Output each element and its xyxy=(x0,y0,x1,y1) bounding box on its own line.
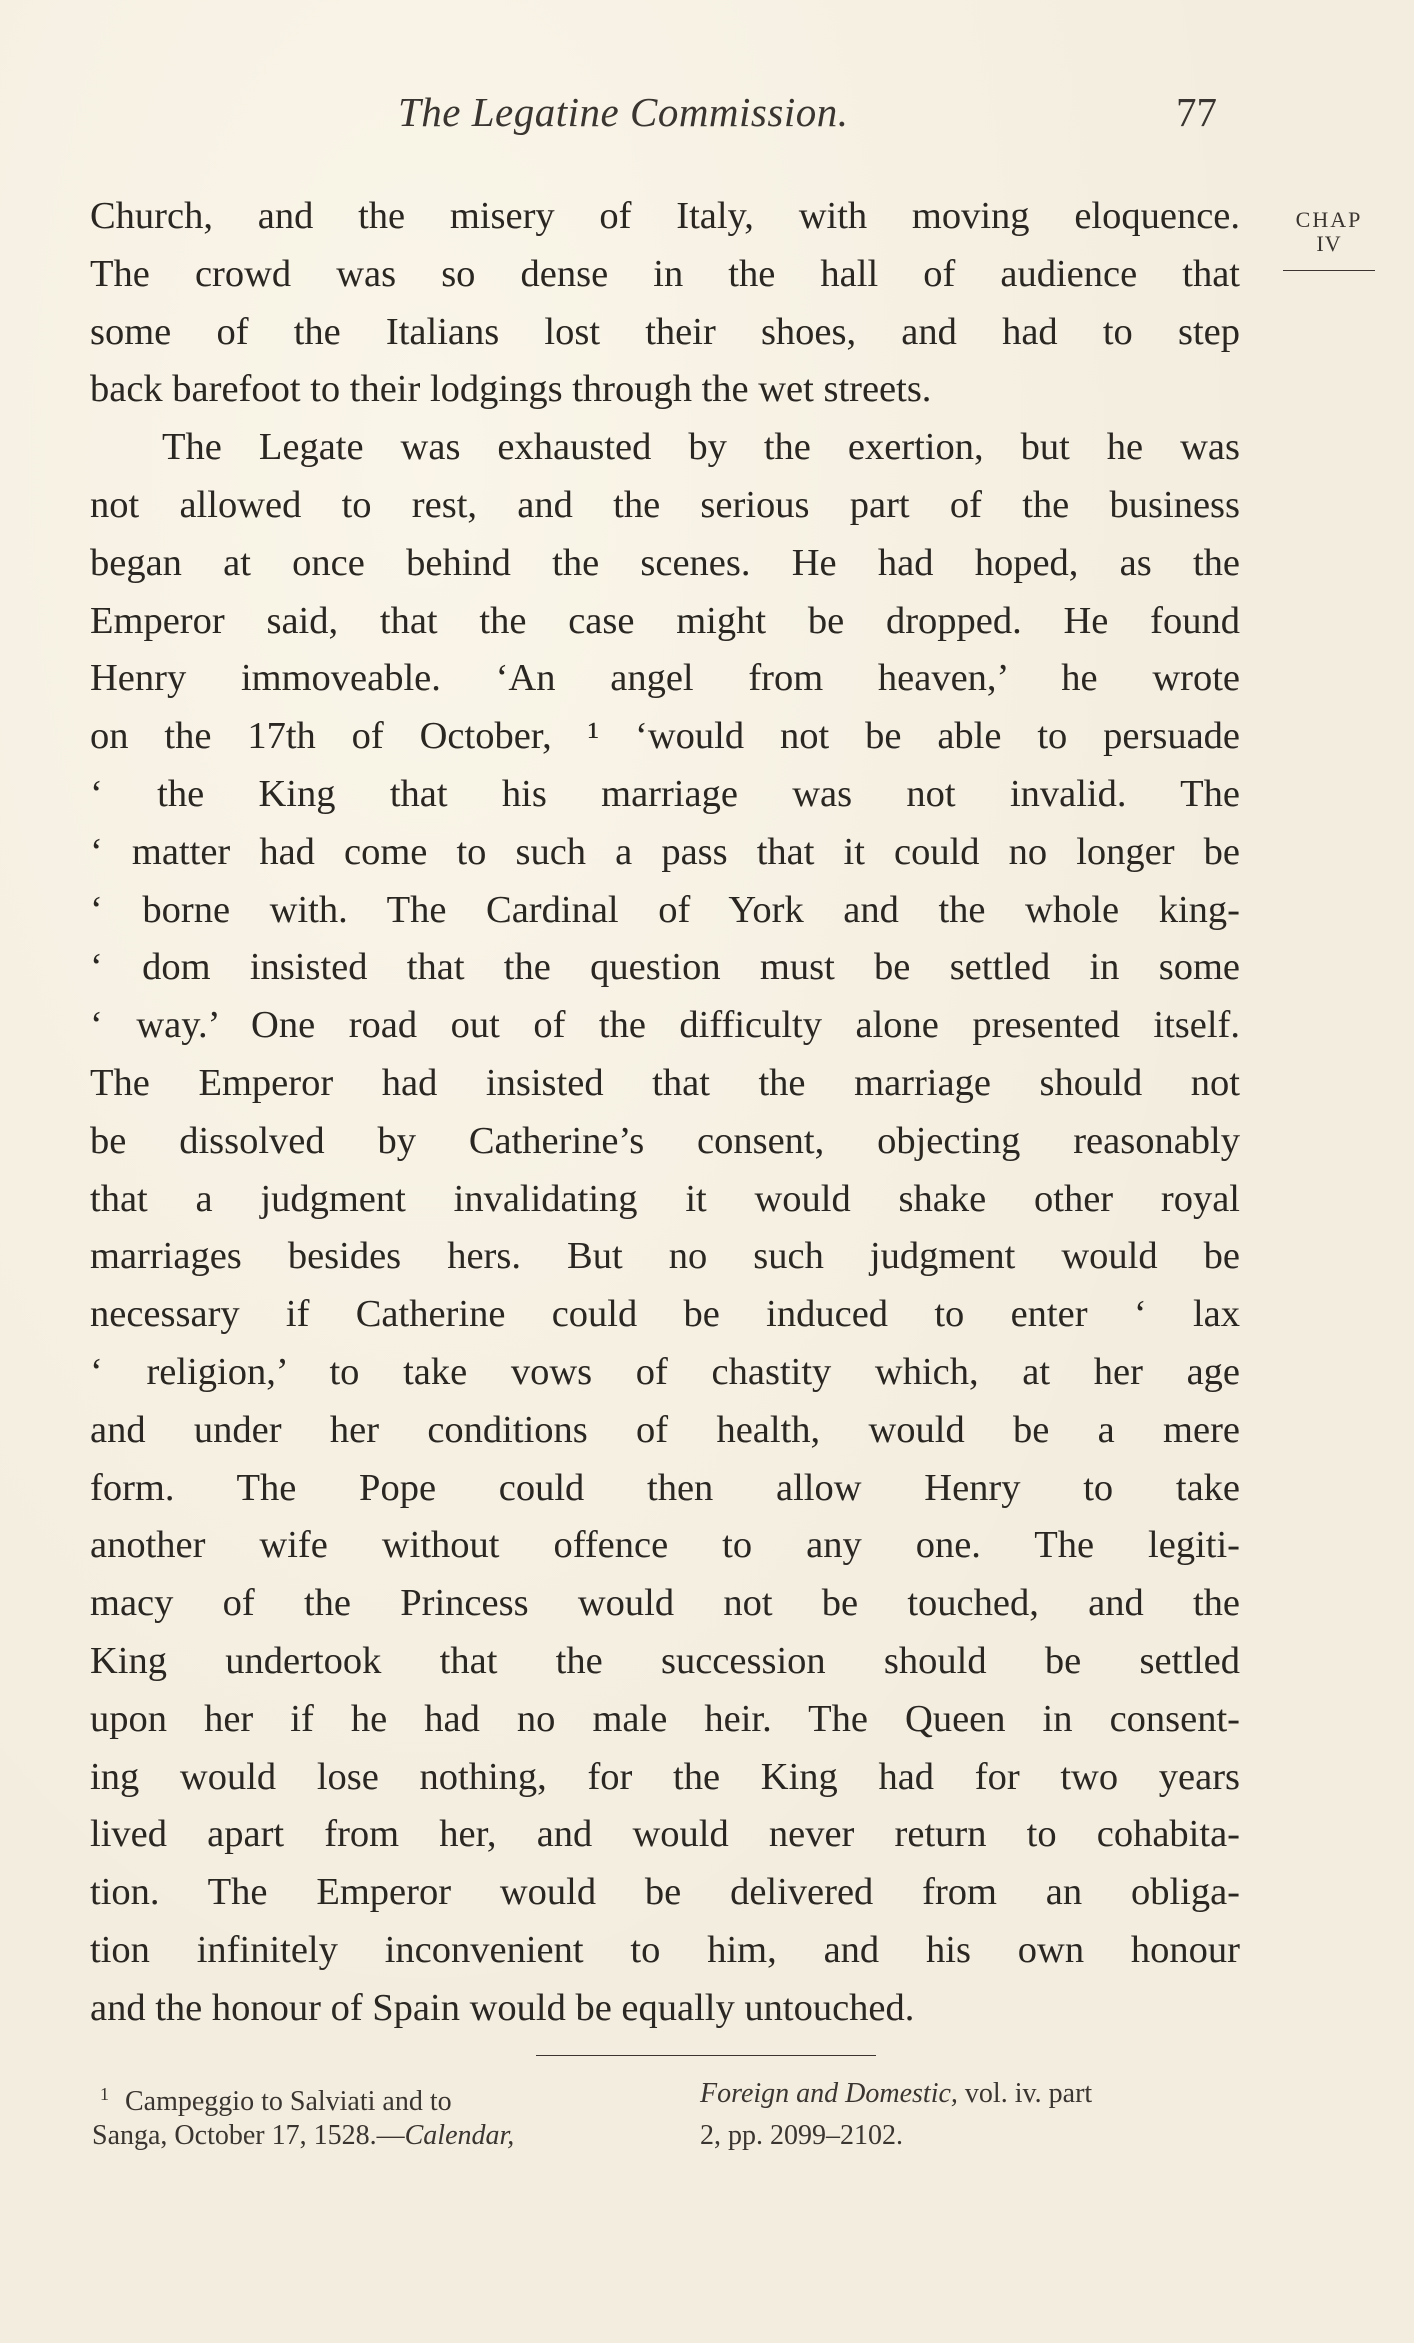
body-text xyxy=(90,188,1240,2038)
text-line: ‘ matter had come to such a pass that it could no longer be xyxy=(90,830,1240,873)
text-line: ‘ dom insisted that the question must be settled in some xyxy=(90,946,1240,989)
text-line: lived apart from her, and would never return to cohabita- xyxy=(90,1813,1240,1856)
text-line: ‘ religion,’ to take vows of chastity which, at her age xyxy=(90,1350,1240,1393)
text-line: macy of the Princess would not be touched, and the xyxy=(90,1582,1240,1625)
footnote-text-italic: Calendar, xyxy=(404,2120,515,2151)
page-number: 77 xyxy=(1176,89,1217,135)
text-line: began at once behind the scenes. He had hoped, as the xyxy=(90,541,1240,584)
footnote-text: vol. iv. part xyxy=(957,2078,1093,2109)
text-line: that a judgment invalidating it would shake other royal xyxy=(90,1177,1240,1220)
footnote-text: Sanga, October 17, 1528.— xyxy=(92,2120,405,2151)
text-line: ‘ borne with. The Cardinal of York and the whole king- xyxy=(90,888,1240,931)
text-line: and under her conditions of health, would be a mere xyxy=(90,1408,1240,1451)
running-title: The Legatine Commission. xyxy=(398,89,849,135)
text-line: The Legate was exhausted by the exertion, but he was xyxy=(162,426,1240,469)
running-head xyxy=(0,88,1414,148)
text-line: upon her if he had no male heir. The Queen in consent- xyxy=(90,1697,1240,1740)
text-line: ing would lose nothing, for the King had for two years xyxy=(90,1755,1240,1798)
footnote-rule xyxy=(536,2055,876,2056)
text-line: Church, and the misery of Italy, with moving eloquence. xyxy=(90,195,1240,237)
footnote-text-italic: Foreign and Domestic, xyxy=(700,2078,958,2109)
chapter-margin-note xyxy=(1283,208,1375,271)
text-line: Henry immoveable. ‘An angel from heaven,’ he wrote xyxy=(90,657,1240,700)
text-line: back barefoot to their lodgings through the wet streets. xyxy=(90,368,932,411)
text-line: some of the Italians lost their shoes, and had to step xyxy=(90,310,1240,353)
footnote-right-column xyxy=(700,2073,1260,2157)
footnote-text: Campeggio to Salviati and to xyxy=(125,2086,452,2117)
chapter-rule xyxy=(1283,270,1375,271)
text-line: another wife without offence to any one. The legiti- xyxy=(90,1524,1240,1567)
text-line: ‘ the King that his marriage was not invalid. The xyxy=(90,772,1240,815)
footnote-text: 2, pp. 2099–2102. xyxy=(700,2120,903,2151)
text-line: Emperor said, that the case might be dropped. He found xyxy=(90,599,1240,642)
text-line: marriages besides hers. But no such judgment would be xyxy=(90,1235,1240,1278)
text-line: The crowd was so dense in the hall of audience that xyxy=(90,252,1240,295)
chapter-number: IV xyxy=(1316,231,1342,256)
text-line: The Emperor had insisted that the marriage should not xyxy=(90,1061,1240,1104)
footnote-marker: 1 xyxy=(100,2084,109,2104)
footnote-line xyxy=(92,2115,692,2157)
text-line: be dissolved by Catherine’s consent, objecting reasonably xyxy=(90,1119,1240,1162)
text-line: tion. The Emperor would be delivered from an obliga- xyxy=(90,1871,1240,1914)
text-line: and the honour of Spain would be equally untouched. xyxy=(90,1986,915,2029)
text-line: form. The Pope could then allow Henry to take xyxy=(90,1466,1240,1509)
footnote-line xyxy=(92,2073,692,2115)
footnote-line xyxy=(700,2115,1260,2157)
text-line: on the 17th of October, ¹ ‘would not be able to persuade xyxy=(90,715,1240,758)
text-line: ‘ way.’ One road out of the difficulty alone presented itself. xyxy=(90,1004,1240,1047)
text-line: tion infinitely inconvenient to him, and his own honour xyxy=(90,1928,1240,1971)
footnote-left-column xyxy=(92,2073,692,2157)
text-line: necessary if Catherine could be induced to enter ‘ lax xyxy=(90,1293,1240,1336)
chapter-label: CHAP xyxy=(1295,207,1363,232)
footnote-line xyxy=(700,2073,1260,2115)
text-line: King undertook that the succession should be settled xyxy=(90,1639,1240,1682)
text-line: not allowed to rest, and the serious part of the business xyxy=(90,483,1240,526)
